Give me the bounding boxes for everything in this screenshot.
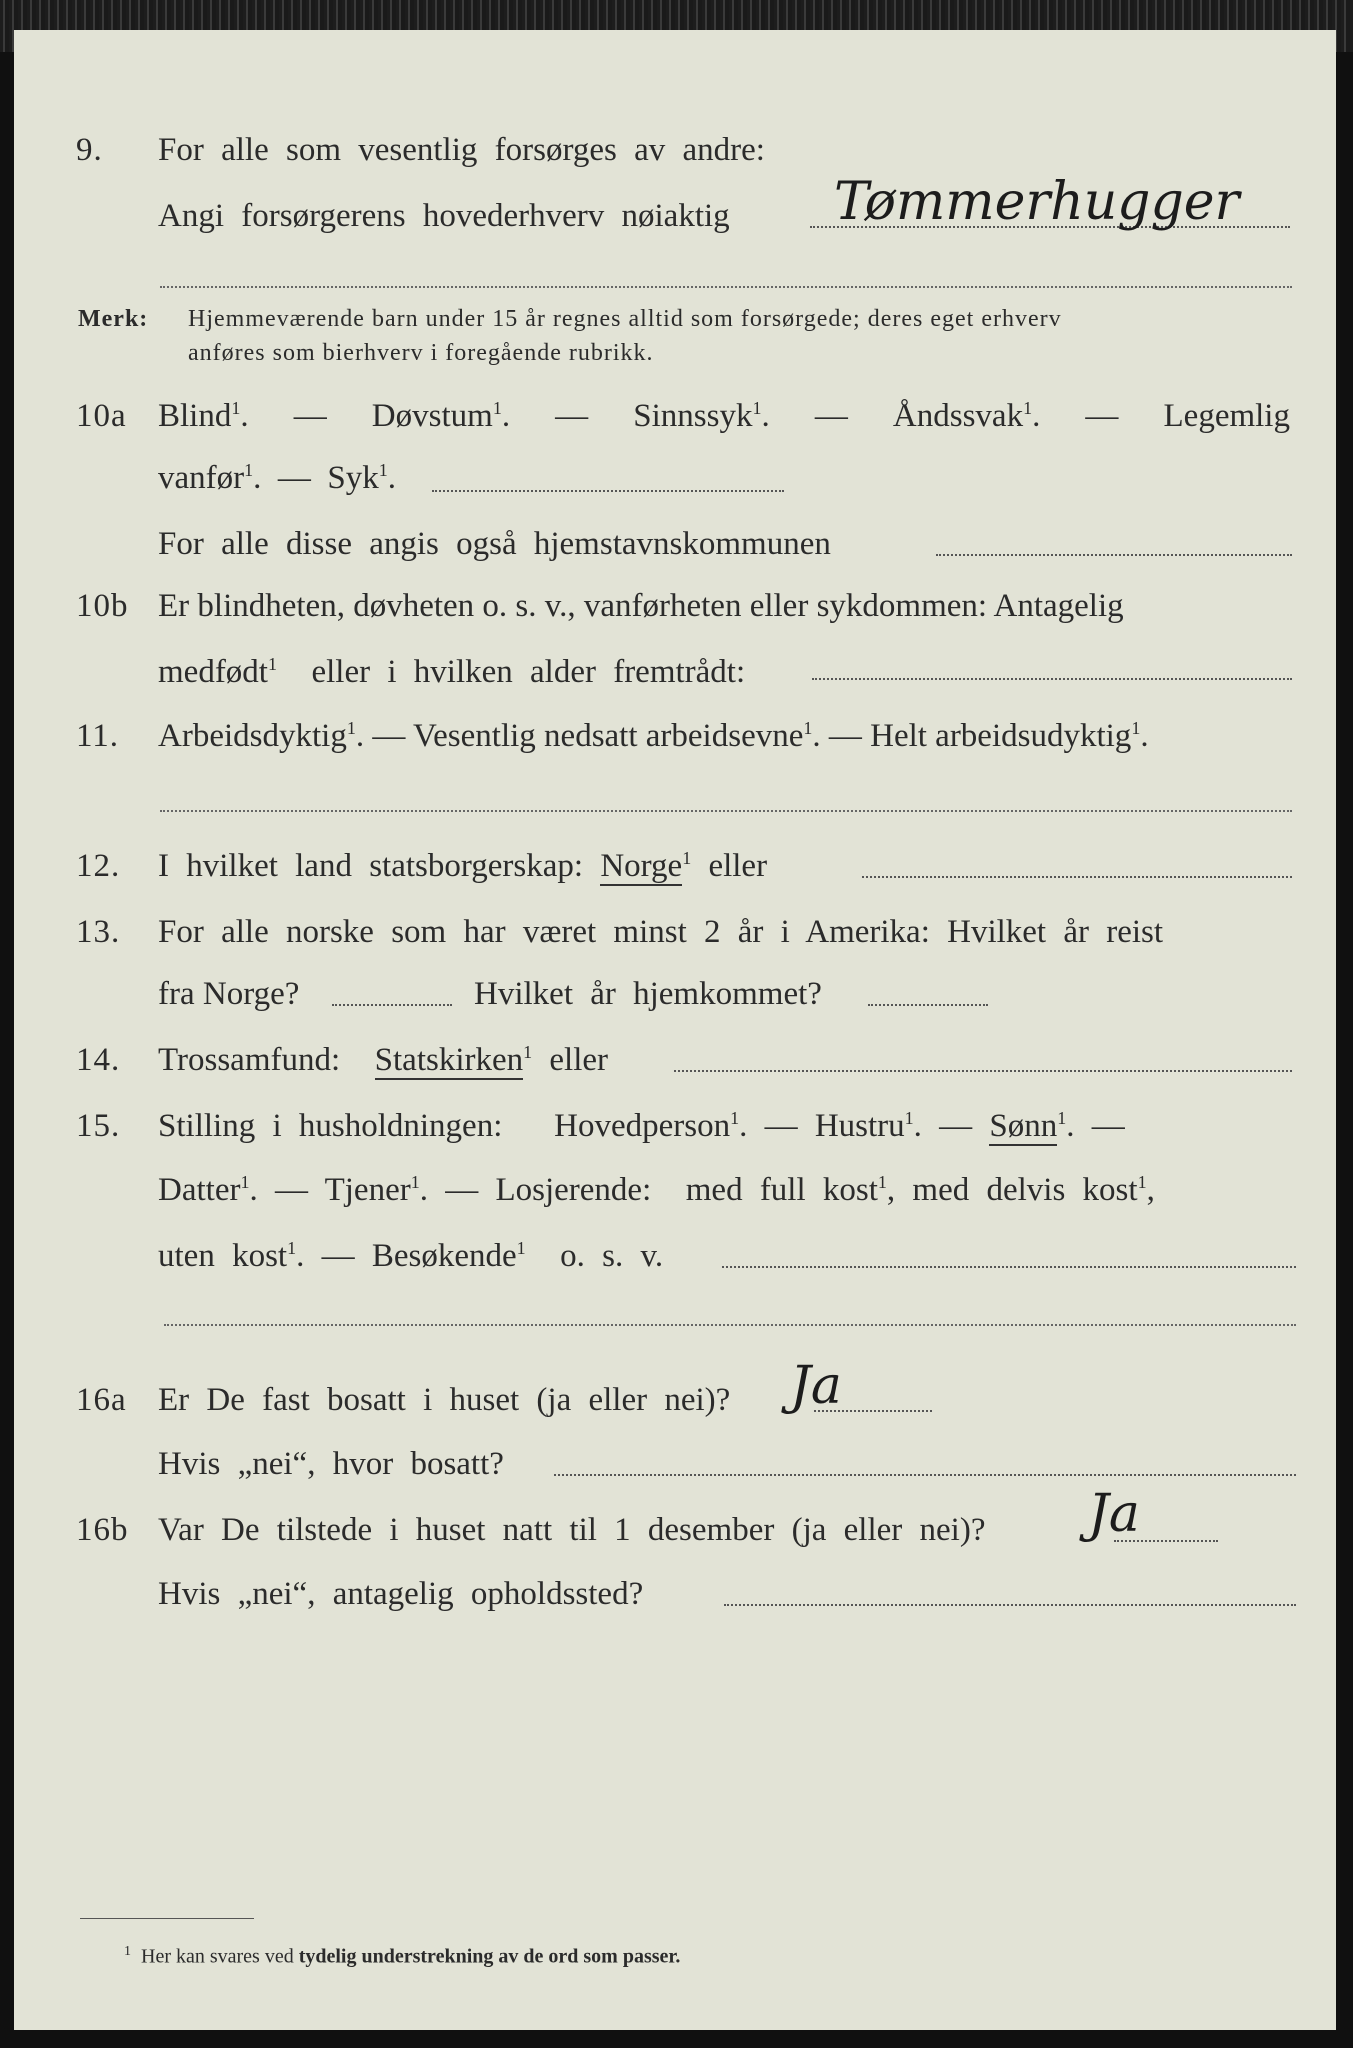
q10b-dotted-line	[812, 678, 1292, 680]
opt-sonn-underlined: Sønn	[989, 1108, 1058, 1144]
q16b-handwritten-answer: Ja	[1088, 1484, 1140, 1544]
q14-dotted-line	[674, 1070, 1292, 1072]
opt-besokende: Besøkende	[371, 1238, 517, 1274]
q10a-syk-dotted-line	[432, 490, 784, 492]
opt-sinnssyk: Sinnssyk	[633, 398, 753, 434]
opt-syk: Syk	[327, 460, 379, 496]
opt-hovedperson: Hovedperson	[554, 1108, 731, 1144]
merk-label: Merk:	[78, 306, 149, 332]
q9-handwritten-answer: Tømmerhugger	[834, 172, 1240, 232]
footnote-rule	[80, 1918, 254, 1919]
opt-medfodt: medfødt	[158, 654, 268, 690]
q11-extra-line	[160, 810, 1292, 812]
footnote: $^1$ Her kan svares ved tydelig understrekning av de ord som passer.	[124, 1944, 681, 1968]
opt-legemlig: Legemlig	[1163, 398, 1290, 434]
q16b-opholdssted-dotted-line	[724, 1604, 1296, 1606]
opt-tjener: Tjener	[324, 1172, 411, 1208]
opt-hustru: Hustru	[814, 1108, 905, 1144]
opt-udyktig: . — Helt arbeidsudyktig	[812, 718, 1132, 754]
opt-norge-underlined: Norge	[600, 848, 683, 884]
opt-delvis-kost: med delvis kost	[912, 1172, 1138, 1208]
census-form-page: 9. For alle som vesentlig forsørges av andre: Angi forsørgerens hovederhverv nøiaktig Tømmerhugger Merk: Hjemmeværende barn under 15 år regnes alltid som forsørgede; deres eget erhverv anføres som bierhverv i foregående rubrikk. 10a Blind$^1$. — Døvstum$^1$. — Sinnssyk$^1$. — Åndssvak$^1$. — Legemlig vanfør$^1$. — Syk$^1$. For alle disse angis også hjemstavnskommunen 10b Er blindheten, døvheten o. s. v., vanførheten eller sykdommen: Antagelig medfødt$^1$ eller i hvilken alder fremtrådt: 11. Arbeidsdyktig$^1$. — Vesentlig nedsatt arbeidsevne$^1$. — Helt arbeidsudyktig$^1$. 12. I hvilket land statsborgerskap: Norge$^1$ eller 13. For alle norske som har været minst 2 år i Amerika: Hvilket år reist fra Norge? Hvilket år hjemkommet? 14. Trossamfund: Statskirken$^1$ eller 15. Stilling i husholdningen: Hovedperson$^1$. — Hustru$^1$. — Sønn$^1$. — Datter$^1$. — Tjener$^1$. — Losjerende: med full kost$^1$, med delvis kost$^1$, uten kost$^1$. — Besøkende$^1$ o. s. v. 16a Er De fast bosatt i huset (ja eller nei)? Ja Hvis „nei“, hvor bosatt? 16b Var De tilstede i huset natt til 1 desember (ja eller nei)? Ja Hvis „nei“, antagelig opholdssted? $^1$ Her kan svares ved tydelig understrekning av de ord som passer.	[14, 30, 1336, 2030]
q15-extra-line	[164, 1324, 1296, 1326]
opt-uten-kost: uten kost	[158, 1238, 288, 1274]
q16b-dotted-line	[1114, 1540, 1218, 1542]
merk-line2: anføres som bierhverv i foregående rubrikk.	[188, 340, 654, 366]
opt-arbeidsdyktig: Arbeidsdyktig	[158, 718, 347, 754]
merk-line1: Hjemmeværende barn under 15 år regnes alltid som forsørgede; deres eget erhverv	[188, 306, 1062, 332]
opt-nedsatt: . — Vesentlig nedsatt arbeidsevne	[355, 718, 804, 754]
opt-full-kost: med full kost	[685, 1172, 878, 1208]
q9-extra-line	[160, 286, 1292, 288]
opt-dovstum: Døvstum	[371, 398, 493, 434]
opt-blind: Blind	[158, 398, 232, 434]
q15-dotted-line	[722, 1266, 1296, 1268]
q16a-bosatt-dotted-line	[554, 1474, 1296, 1476]
q12-dotted-line	[862, 876, 1292, 878]
opt-andssvak: Åndssvak	[892, 398, 1024, 434]
opt-vanfor: vanfør	[158, 460, 245, 496]
q10a-hjemstavn-dotted-line	[936, 554, 1292, 556]
q16a-handwritten-answer: Ja	[790, 1356, 842, 1416]
opt-statskirken-underlined: Statskirken	[374, 1042, 524, 1078]
q13-hjemkommet-dotted-line	[868, 1004, 988, 1006]
opt-datter: Datter	[158, 1172, 241, 1208]
q13-reist-dotted-line	[332, 1004, 452, 1006]
q16a-dotted-line	[814, 1410, 932, 1412]
